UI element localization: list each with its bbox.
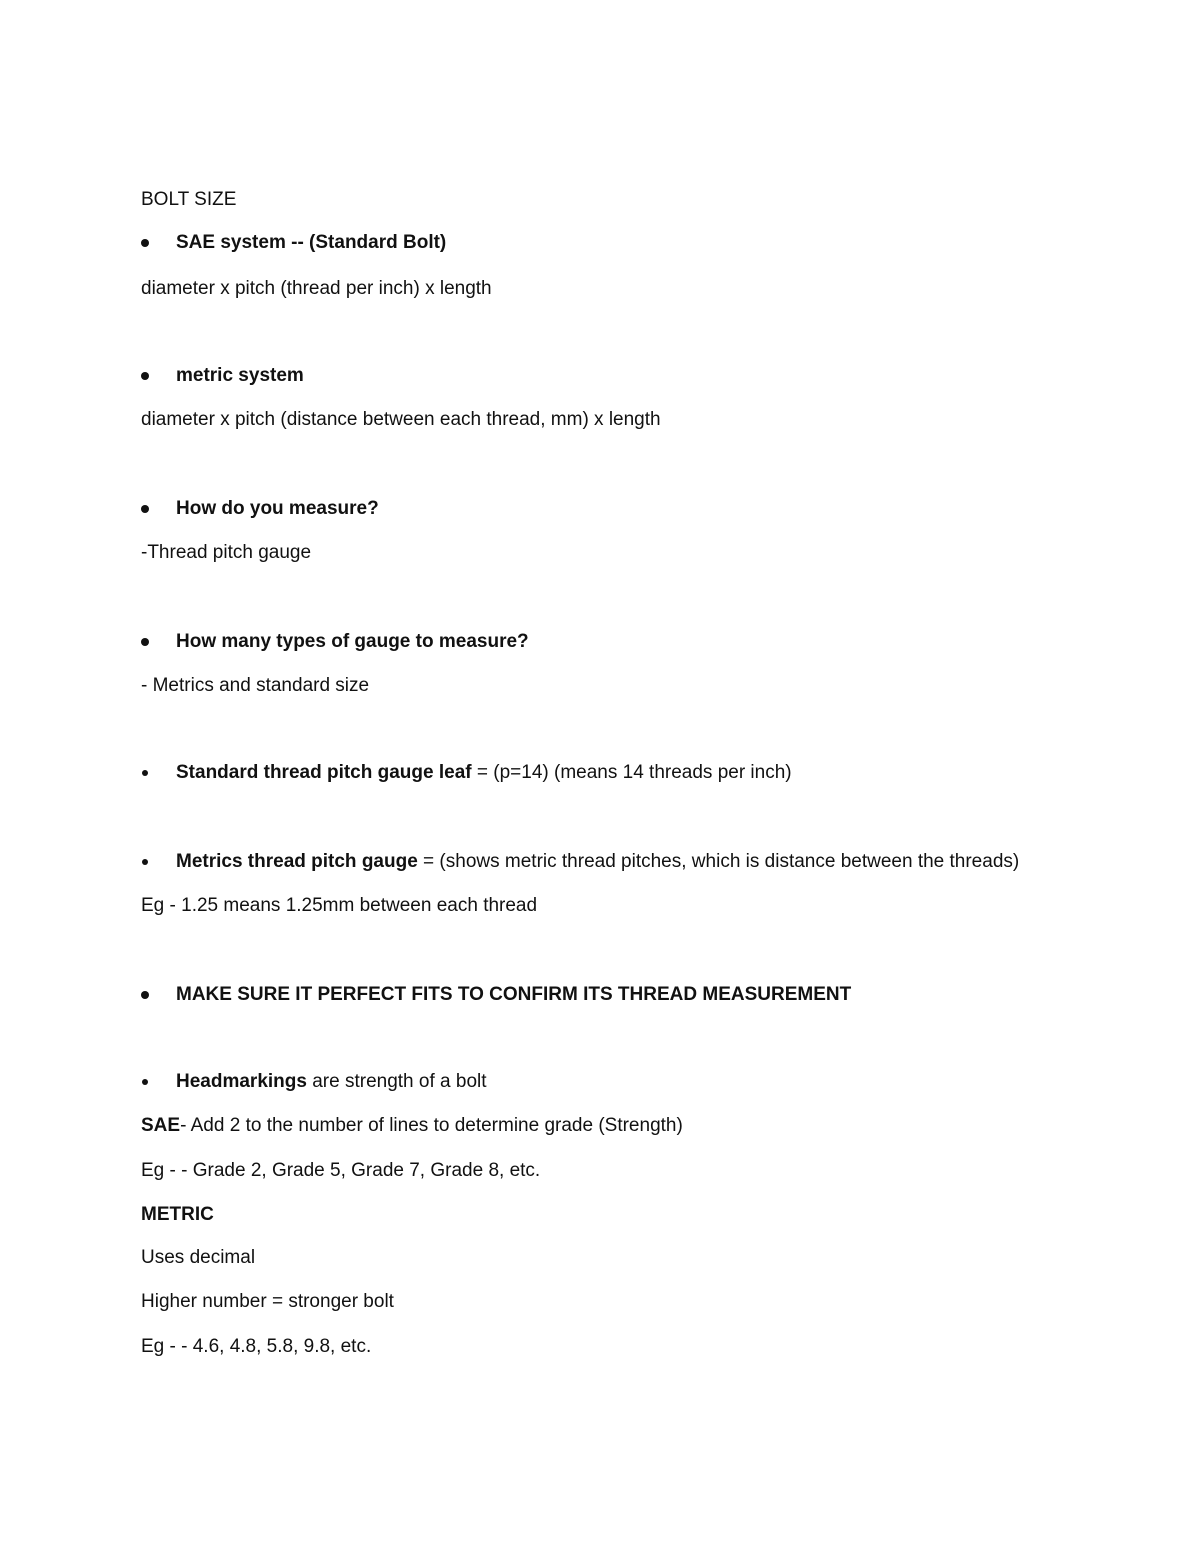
measure-heading: How do you measure? — [176, 498, 379, 519]
sae-heading: SAE system -- (Standard Bolt) — [176, 232, 447, 253]
metric-label-text: METRIC — [141, 1204, 214, 1225]
bullet-icon — [141, 239, 149, 247]
metric-detail: diameter x pitch (distance between each thread, mm) x length — [141, 409, 661, 430]
bullet-icon — [141, 505, 149, 513]
gauge-types-detail: - Metrics and standard size — [141, 675, 370, 696]
sae-grade-text: - Add 2 to the number of lines to determine grade (Strength) — [180, 1115, 683, 1136]
document-title: BOLT SIZE — [141, 189, 237, 210]
bullet-icon — [141, 638, 149, 646]
standard-leaf-heading: Standard thread pitch gauge leaf — [176, 762, 472, 783]
headmarkings-text: are strength of a bolt — [306, 1071, 487, 1092]
bullet-icon — [142, 770, 148, 776]
metrics-gauge-heading: Metrics thread pitch gauge — [176, 851, 418, 872]
bullet-icon — [142, 1079, 148, 1085]
bullet-icon — [141, 372, 149, 380]
sae-detail: diameter x pitch (thread per inch) x length — [141, 278, 492, 299]
metric-heading: metric system — [176, 365, 304, 386]
metric-label — [141, 1203, 214, 1227]
headmarkings-heading: Headmarkings — [176, 1071, 307, 1092]
metric-strength-line: Higher number = stronger bolt — [141, 1291, 394, 1312]
standard-leaf-text: = (p=14) (means 14 threads per inch) — [471, 762, 792, 783]
metrics-gauge-example: Eg - 1.25 means 1.25mm between each thread — [141, 895, 538, 916]
metric-grade-example: Eg - - 4.6, 4.8, 5.8, 9.8, etc. — [141, 1336, 372, 1357]
sae-label: SAE — [141, 1115, 181, 1136]
sae-grade-line — [141, 1114, 683, 1138]
measure-detail: -Thread pitch gauge — [141, 542, 312, 563]
bullet-icon — [141, 991, 149, 999]
sae-grade-example: Eg - - Grade 2, Grade 5, Grade 7, Grade 8, etc. — [141, 1160, 541, 1181]
metrics-gauge-text: = (shows metric thread pitches, which is distance between the threads) — [417, 851, 1020, 872]
metric-decimal-line: Uses decimal — [141, 1247, 256, 1268]
bullet-icon — [142, 859, 148, 865]
gauge-types-heading: How many types of gauge to measure? — [176, 631, 529, 652]
perfect-fit-heading: MAKE SURE IT PERFECT FITS TO CONFIRM ITS THREAD MEASUREMENT — [176, 984, 852, 1005]
